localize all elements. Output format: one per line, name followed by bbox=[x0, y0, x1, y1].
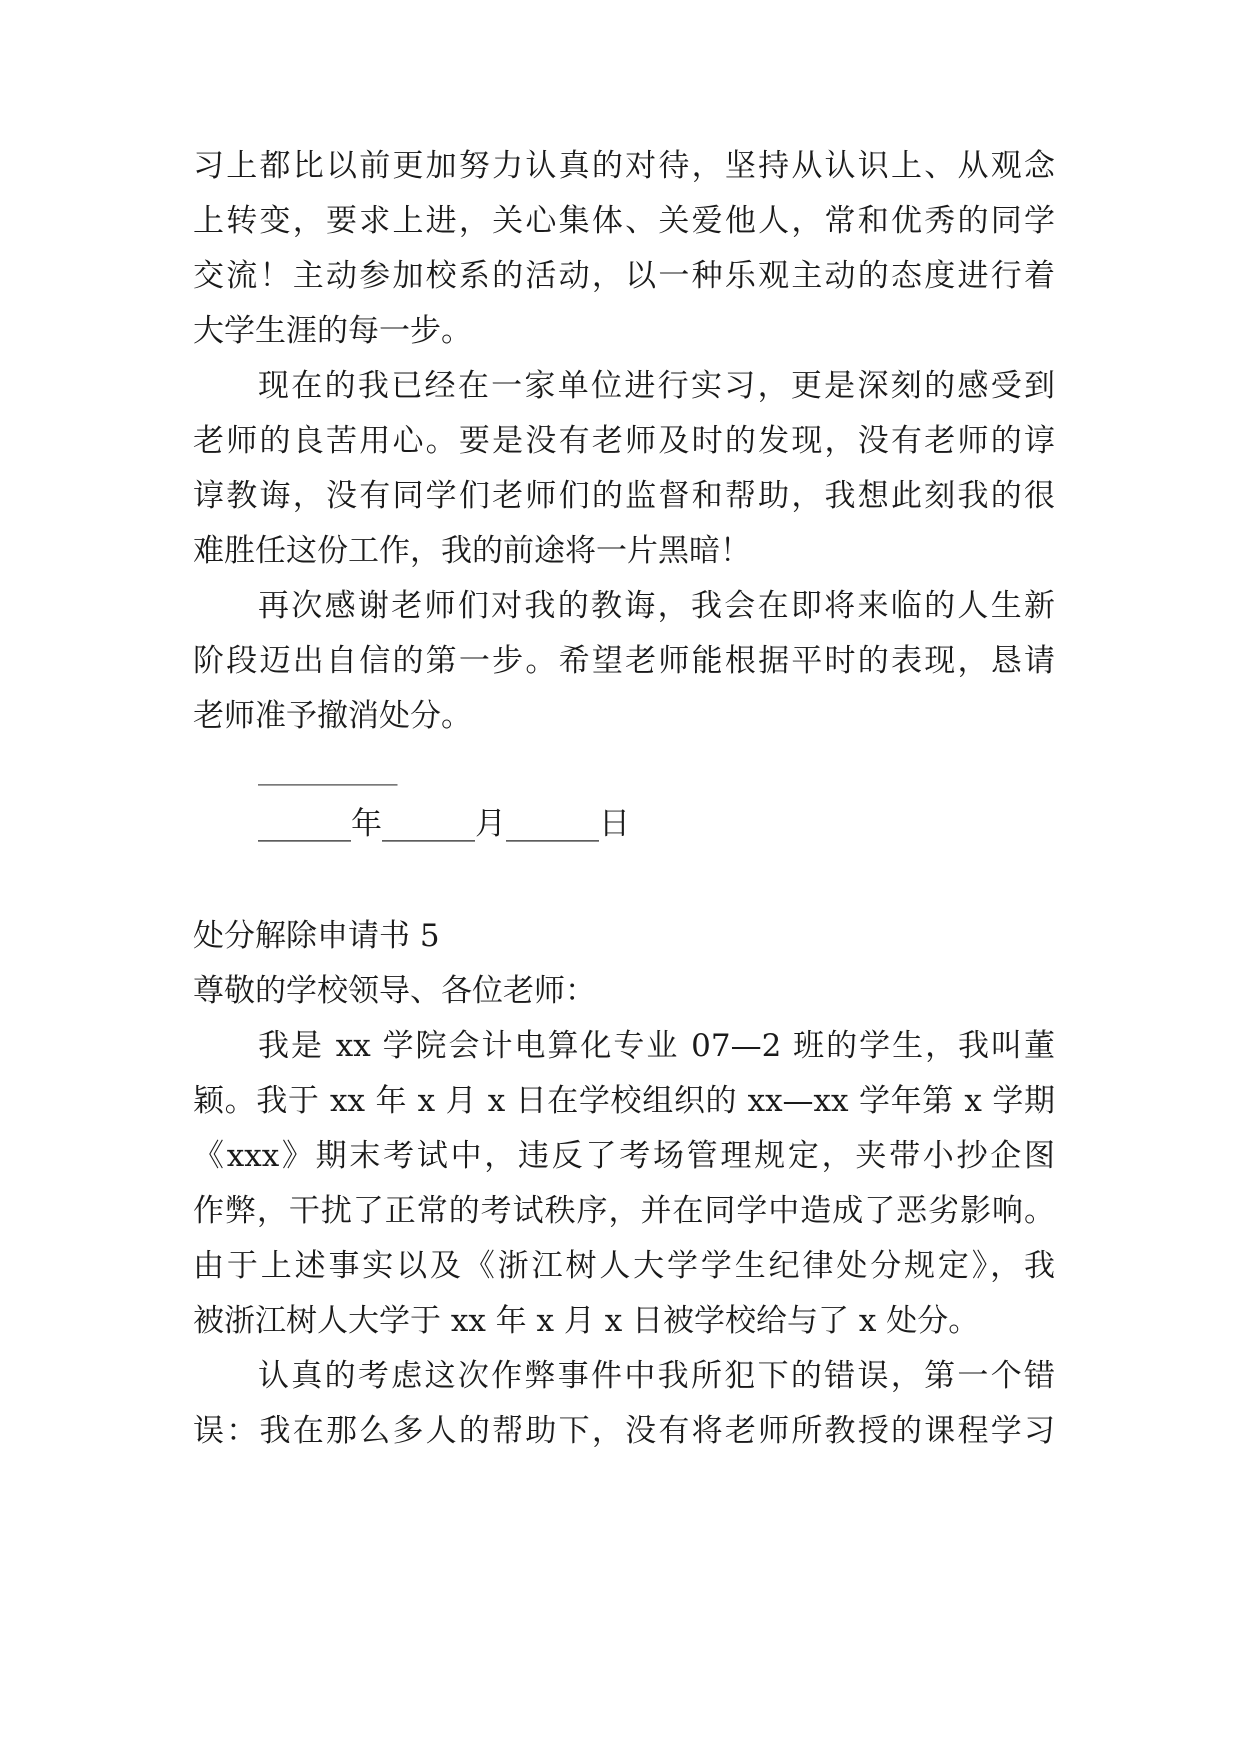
salutation: 尊敬的学校领导、各位老师： bbox=[193, 973, 596, 1009]
paragraph-line: 误：我在那么多人的帮助下，没有将老师所教授的课程学习 bbox=[193, 1413, 1055, 1449]
date-line: ______年______月______日 bbox=[258, 806, 630, 842]
paragraph-line: 颖。我于 xx 年 x 月 x 日在学校组织的 xx—xx 学年第 x 学期 bbox=[193, 1083, 1055, 1119]
paragraph-line: 被浙江树人大学于 xx 年 x 月 x 日被学校给与了 x 处分。 bbox=[193, 1303, 980, 1339]
paragraph-line: 上转变，要求上进，关心集体、关爱他人，常和优秀的同学 bbox=[193, 203, 1055, 239]
paragraph-line: 现在的我已经在一家单位进行实习，更是深刻的感受到 bbox=[258, 368, 1055, 404]
paragraph-line: 认真的考虑这次作弊事件中我所犯下的错误，第一个错 bbox=[258, 1358, 1055, 1394]
section-title: 处分解除申请书 5 bbox=[193, 918, 440, 954]
paragraph-line: 阶段迈出自信的第一步。希望老师能根据平时的表现，恳请 bbox=[193, 643, 1055, 679]
paragraph-line: 老师准予撤消处分。 bbox=[193, 698, 472, 734]
paragraph-line: 难胜任这份工作，我的前途将一片黑暗！ bbox=[193, 533, 751, 569]
signature-line: _________ bbox=[258, 750, 398, 786]
paragraph-line: 作弊，干扰了正常的考试秩序，并在同学中造成了恶劣影响。 bbox=[193, 1193, 1055, 1229]
paragraph-line: 老师的良苦用心。要是没有老师及时的发现，没有老师的谆 bbox=[193, 423, 1055, 459]
paragraph-line: 我是 xx 学院会计电算化专业 07—2 班的学生，我叫董 bbox=[258, 1028, 1055, 1064]
paragraph-line: 大学生涯的每一步。 bbox=[193, 313, 472, 349]
paragraph-line: 习上都比以前更加努力认真的对待，坚持从认识上、从观念 bbox=[193, 148, 1055, 184]
paragraph-line: 交流！主动参加校系的活动，以一种乐观主动的态度进行着 bbox=[193, 258, 1055, 294]
paragraph-line: 《xxx》期末考试中，违反了考场管理规定，夹带小抄企图 bbox=[193, 1138, 1055, 1174]
paragraph-line: 谆教诲，没有同学们老师们的监督和帮助，我想此刻我的很 bbox=[193, 478, 1055, 514]
paragraph-line: 由于上述事实以及《浙江树人大学学生纪律处分规定》，我 bbox=[193, 1248, 1055, 1284]
paragraph-line: 再次感谢老师们对我的教诲，我会在即将来临的人生新 bbox=[258, 588, 1055, 624]
